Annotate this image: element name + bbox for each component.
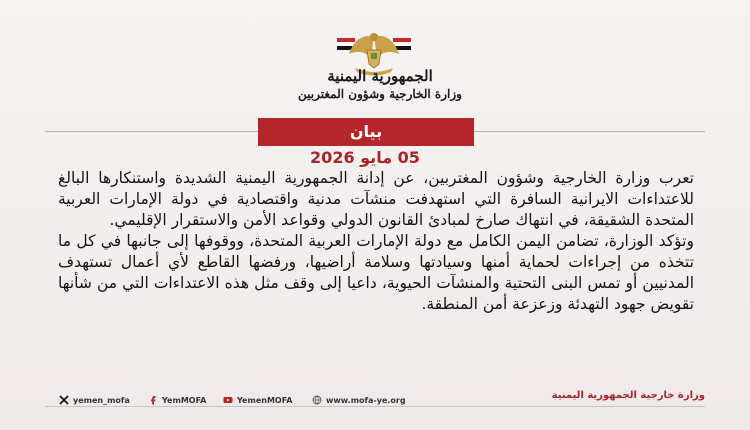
footer <box>45 390 705 407</box>
ministry-header <box>230 66 530 102</box>
statement-banner: بيان <box>258 118 474 146</box>
statement-body <box>58 168 694 315</box>
facebook-handle: YemMOFA <box>162 395 207 405</box>
facebook-icon <box>148 395 158 405</box>
statement-date: 05 مايو 2026 <box>310 148 420 167</box>
youtube-icon <box>223 395 233 405</box>
facebook-link[interactable] <box>148 393 206 407</box>
x-icon <box>59 395 69 405</box>
website-url: www.mofa-ye.org <box>326 395 406 405</box>
youtube-handle: YemenMOFA <box>237 395 293 405</box>
paragraph-1: تعرب وزارة الخارجية وشؤون المغتربين، عن إدانة الجمهورية اليمنية الشديدة واستنكارها البالغ للاعتداءات الايرانية السافرة التي استهدفت منشآت مدنية واقتصادية في دولة الإمارات العربية المتحدة الشقيقة، في انتهاك صارخ لمبادئ القانون الدولي وقواعد الأمن والاستقرار الإقليمي. <box>58 169 694 229</box>
x-link[interactable] <box>59 393 130 407</box>
youtube-link[interactable] <box>223 393 292 407</box>
footer-ministry-name: وزارة خارجية الجمهورية اليمنية <box>551 390 705 401</box>
globe-icon <box>312 395 322 405</box>
paragraph-2: وتؤكد الوزارة، تضامن اليمن الكامل مع دولة الإمارات العربية المتحدة، ووقوفها إلى جانبها في كل ما تتخذه من إجراءات لحماية أمنها وسيادتها وسلامة أراضيها، ورفضها القاطع لأي أعمال تستهدف المدنيين أو تمس البنى التحتية والمنشآت الحيوية، داعيا إلى وقف مثل هذه الاعتداءات التي من شأنها تقويض جهود التهدئة وزعزعة أمن المنطقة. <box>58 232 694 313</box>
country-name: الجمهورية اليمنية <box>327 67 433 85</box>
website-link[interactable] <box>312 393 406 407</box>
x-handle: yemen_mofa <box>73 395 130 405</box>
ministry-name: وزارة الخارجية وشؤون المغتربين <box>298 87 462 101</box>
